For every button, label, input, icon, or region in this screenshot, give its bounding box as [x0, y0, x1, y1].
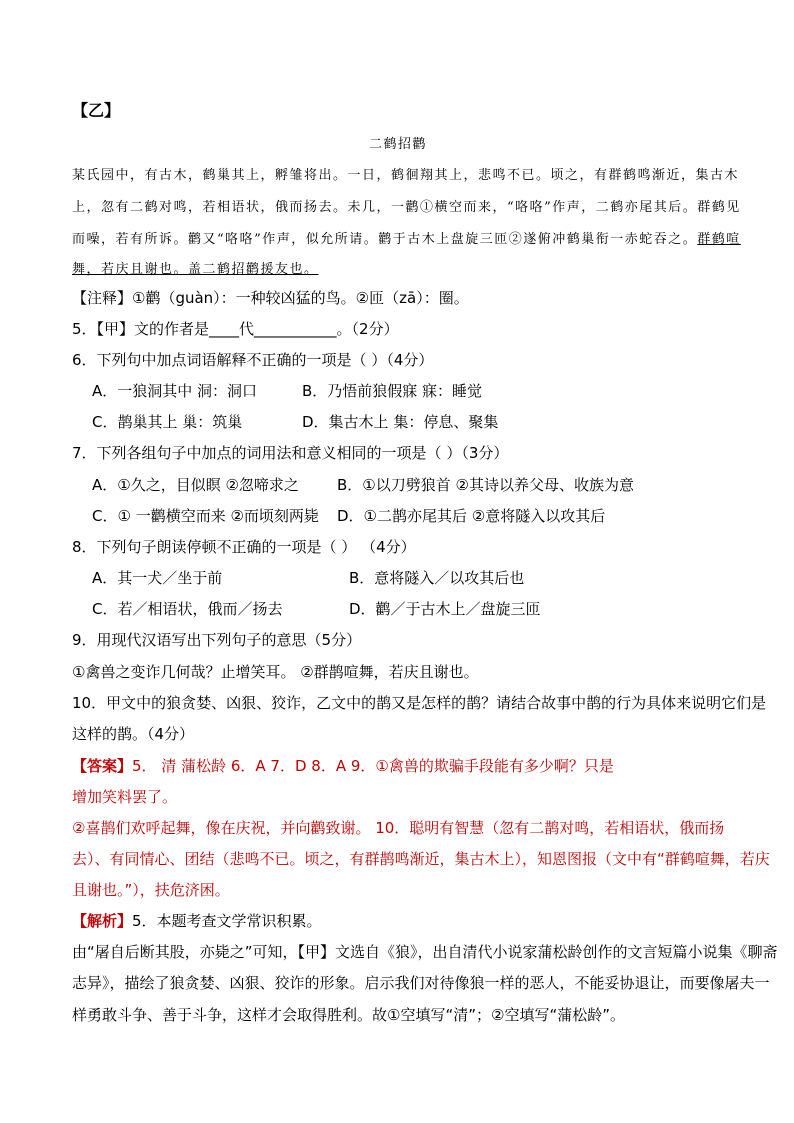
analysis-line-2: 由“屠自后断其股，亦毙之”可知，【甲】文选自《狼》，出自清代小说家蒲松龄创作的文言短篇小说集《聊斋 — [72, 943, 778, 961]
question-10-line-2: 这样的鹊。（4分） — [72, 725, 195, 743]
q9-items: ①禽兽之变诈几何哉？止增笑耳。 ②群鹊喧舞，若庆且谢也。 — [72, 663, 479, 681]
q7-option-a: A．①久之，目似瞑 ②忽啼求之 — [92, 476, 299, 494]
passage-line-1: 某氏园中，有古木，鹤巢其上，孵雏将出。一日，鹤徊翔其上，悲鸣不已。顷之，有群鹤鸣渐近，集古木 — [72, 168, 740, 183]
analysis-line-4: 样勇敢斗争、善于斗争，这样才会取得胜利。故①空填写“清”；②空填写“蒲松龄”。 — [72, 1006, 625, 1024]
passage-line-3 — [72, 228, 741, 247]
q6-option-c: C．鹊巢其上 巢：筑巢 — [92, 413, 243, 431]
answer-label: 【答案】 — [72, 757, 133, 775]
q8-option-b: B．意将隧入／以攻其后也 — [349, 569, 525, 587]
q6-option-d: D．集古木上 集：停息、聚集 — [302, 413, 499, 431]
answer-text-1: 5． 清 蒲松龄 6．A 7．D 8．A 9．①禽兽的欺骗手段能有多少啊？只是 — [132, 757, 614, 775]
passage-title: 二鹤招鹳 — [369, 137, 428, 152]
passage-line-3-underlined: 群鹤喧 — [697, 232, 741, 247]
answer-line-4: 去）、有同情心、团结（悲鸣不已。顷之，有群鹊鸣渐近，集古木上），知恩图报（文中有“群鹤喧舞，若庆 — [72, 850, 770, 868]
question-9: 9．用现代汉语写出下列句子的意思（5分） — [72, 631, 362, 649]
answer-line-2: 增加笑料罢了。 — [72, 788, 178, 806]
q8-option-c: C．若／相语状，俄而／扬去 — [92, 600, 283, 618]
question-8: 8．下列句子朗读停顿不正确的一项是（ ） （4分） — [72, 538, 416, 556]
q7-option-d: D．①二鹊亦尾其后 ②意将隧入以攻其后 — [337, 507, 606, 525]
answer-line-3: ②喜鹊们欢呼起舞，像在庆祝，并向鹳致谢。 10．聪明有智慧（忽有二鹊对鸣，若相语状，俄而扬 — [72, 819, 725, 837]
passage-line-2: 上，忽有二鹤对鸣，若相语状，俄而扬去。未几，一鹳①横空而来，“咯咯”作声，二鹤亦尾其后。群鹤见 — [72, 200, 741, 215]
passage-line-3-text: 而噪，若有所诉。鹳又“咯咯”作声，似允所请。鹳于古木上盘旋三匝②遂俯冲鹤巢衔一赤蛇吞之。 — [72, 232, 698, 247]
answer-line-1 — [72, 756, 614, 776]
q8-option-a: A．其一犬／坐于前 — [92, 569, 223, 587]
question-10-line-1: 10．甲文中的狼贪婪、凶狠、狡诈，乙文中的鹊又是怎样的鹊？请结合故事中鹊的行为具体来说明它们是 — [72, 694, 767, 712]
analysis-label: 【解析】 — [72, 912, 133, 930]
note: 【注释】①鹳（guàn）：一种较凶猛的鸟。②匝（zā）：圈。 — [72, 289, 469, 307]
q7-option-b: B．①以刀劈狼首 ②其诗以养父母、收族为意 — [337, 476, 634, 494]
passage-line-4: 舞，若庆且谢也。盖二鹤招鹳援友也。 — [72, 262, 319, 277]
analysis-line-3: 志异》，描绘了狼贪婪、凶狠、狡诈的形象。启示我们对待像狼一样的恶人，不能妥协退让，而要像屠夫一 — [72, 974, 770, 992]
answer-line-5: 且谢也。”），扶危济困。 — [72, 881, 230, 899]
q8-option-d: D．鹳／于古木上／盘旋三匝 — [349, 600, 541, 618]
passage-label: 【乙】 — [72, 101, 121, 120]
question-6: 6．下列句中加点词语解释不正确的一项是（ ）（4分） — [72, 351, 434, 369]
analysis-line-1 — [72, 911, 322, 931]
analysis-text-1: 5．本题考查文学常识积累。 — [132, 912, 322, 930]
q6-option-b: B．乃悟前狼假寐 寐：睡觉 — [302, 382, 483, 400]
question-7: 7．下列各组句子中加点的词用法和意义相同的一项是（ ）（3分） — [72, 444, 509, 462]
q7-option-c: C．① 一鹳横空而来 ②而顷刻两毙 — [92, 507, 319, 525]
q6-option-a: A．一狼洞其中 洞：洞口 — [92, 382, 258, 400]
question-5: 5．【甲】文的作者是____代___________。（2分） — [72, 320, 399, 338]
